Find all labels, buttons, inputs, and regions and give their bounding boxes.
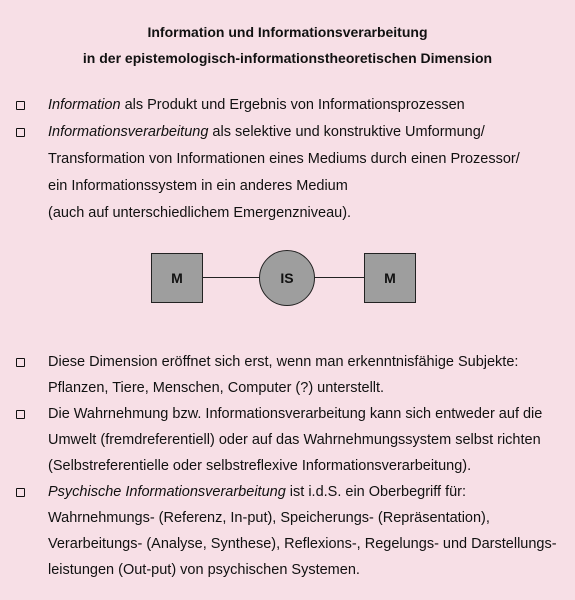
checkbox-bullet-icon [16, 410, 25, 419]
bullet-text-rest: als Produkt und Ergebnis von Informationsprozessen [120, 97, 465, 113]
checkbox-bullet-icon [16, 128, 25, 137]
bullet-continuation-line: Pflanzen, Tiere, Menschen, Computer (?) unterstellt. [48, 380, 385, 396]
document-title-line-2: in der epistemologisch-informationstheoretischen Dimension [82, 50, 493, 66]
bullet-continuation-line: Verarbeitungs- (Analyse, Synthese), Reflexions-, Regelungs- und Darstellungs- [48, 536, 557, 552]
connector-line-left [203, 277, 261, 278]
bullet-continuation-line: ein Informationssystem in ein anderes Medium [48, 178, 348, 194]
bullet-continuation-line: Transformation von Informationen eines Mediums durch einen Prozessor/ [48, 151, 520, 167]
bullet-continuation-line: Wahrnehmungs- (Referenz, In-put), Speicherungs- (Repräsentation), [48, 510, 490, 526]
bullet-text-rest: als selektive und konstruktive Umformung/ [208, 124, 485, 140]
checkbox-bullet-icon [16, 488, 25, 497]
bullet-text-rest: ist i.d.S. ein Oberbegriff für: [285, 484, 467, 500]
medium-box-right: M [364, 253, 416, 303]
document-title-line-1: Information und Informationsverarbeitung [147, 24, 428, 40]
bullet-continuation-line: leistungen (Out-put) von psychischen Systemen. [48, 562, 360, 578]
checkbox-bullet-icon [16, 101, 25, 110]
bullet-emphasis: Psychische Informationsverarbeitung [48, 484, 286, 500]
bullet-emphasis: Information [48, 97, 121, 113]
information-system-circle: IS [259, 250, 315, 306]
bullet-emphasis: Informationsverarbeitung [48, 124, 209, 140]
bullet-continuation-line: Umwelt (fremdreferentiell) oder auf das Wahrnehmungssystem selbst richten [48, 432, 541, 448]
medium-box-left: M [151, 253, 203, 303]
connector-line-right [313, 277, 365, 278]
medium-processor-diagram [0, 248, 575, 308]
bullet-text [48, 96, 465, 114]
bullet-text [48, 123, 485, 141]
bullet-text: Die Wahrnehmung bzw. Informationsverarbeitung kann sich entweder auf die [48, 406, 543, 422]
bullet-continuation-line: (Selbstreferentielle oder selbstreflexive Informationsverarbeitung). [48, 458, 472, 474]
bullet-text [48, 483, 466, 501]
bullet-text: Diese Dimension eröffnet sich erst, wenn man erkenntnisfähige Subjekte: [48, 354, 519, 370]
checkbox-bullet-icon [16, 358, 25, 367]
bullet-continuation-line: (auch auf unterschiedlichem Emergenzniveau). [48, 205, 352, 221]
